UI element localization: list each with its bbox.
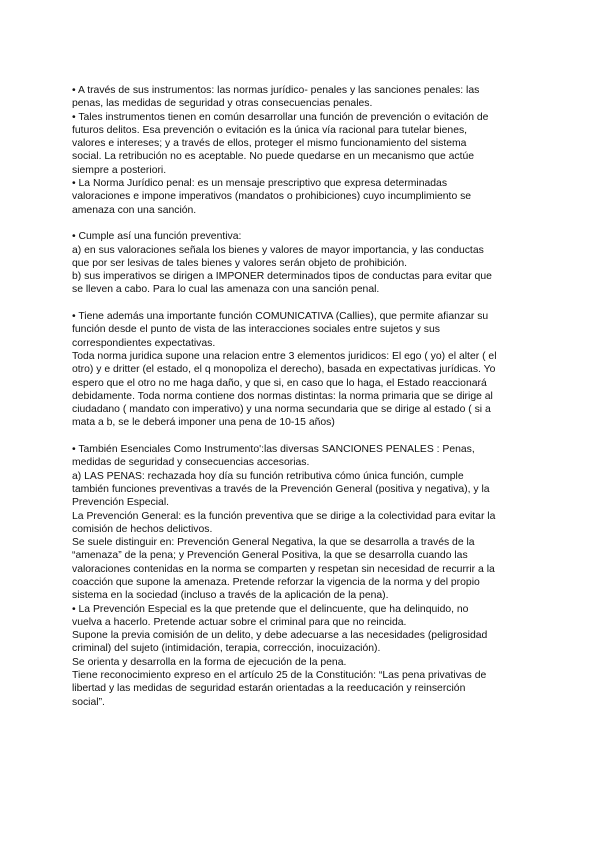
text-line: a) en sus valoraciones señala los bienes y valores de mayor importancia, y las conductas (72, 244, 484, 256)
paragraph (72, 443, 528, 709)
text-line: • La Norma Jurídico penal: es un mensaje prescriptivo que expresa determinadas (72, 178, 448, 190)
text-line: • A través de sus instrumentos: las normas jurídico- penales y las sanciones penales: las (72, 85, 480, 96)
text-line: que por ser lesivas de tales bienes y valores serán objeto de prohibición. (72, 257, 408, 269)
text-line: Prevención Especial. (72, 497, 170, 509)
text-line: criminal) del sujeto (intimidación, terapia, corrección, inocuización). (72, 643, 381, 655)
text-line: • La Prevención Especial es la que pretende que el delincuente, que ha delinquido, no (72, 603, 469, 615)
text-line: social. La retribución no es aceptable. No puede quedarse en un mecanismo que actúe (72, 151, 475, 163)
text-line: comisión de hechos delictivos. (72, 523, 213, 535)
paragraph-spacer (72, 217, 528, 230)
text-line: sistema en la sociedad (incluso a través de la aplicación de la pena). (72, 590, 389, 602)
text-line: “amenaza” de la pena; y Prevención General Positiva, la que se desarrolla cuando las (72, 550, 468, 562)
text-line: La Prevención General: es la función preventiva que se dirige a la colectividad para evitar la (72, 510, 496, 522)
text-line: medidas de seguridad y consecuencias accesorias. (72, 457, 310, 469)
text-line: correspondientes expectativas. (72, 337, 216, 349)
text-line: Se suele distinguir en: Prevención General Negativa, la que se desarrolla a través de la (72, 537, 475, 549)
text-line: valores e intereses; y a través de ellos, proteger el mismo funcionamiento del sistema (72, 138, 467, 150)
text-line: b) sus imperativos se dirigen a IMPONER determinados tipos de conductas para evitar que (72, 271, 492, 283)
text-line: amenaza con una sanción. (72, 204, 197, 216)
text-line: función desde el punto de vista de las interacciones sociales entre sujetos y sus (72, 324, 440, 336)
text-line: Toda norma juridica supone una relacion entre 3 elementos juridicos: El ego ( yo) el alter ( el (72, 350, 497, 362)
text-line: siempre a posteriori. (72, 164, 167, 176)
text-line: penas, las medidas de seguridad y otras consecuencias penales. (72, 98, 373, 110)
text-line: coacción que supone la amenaza. Pretende reforzar la vigencia de la norma y del propio (72, 576, 480, 588)
text-line: Supone la previa comisión de un delito, y debe adecuarse a las necesidades (peligrosidad (72, 630, 488, 642)
text-line: • Tiene además una importante función COMUNICATIVA (Callies), que permite afianzar su (72, 311, 489, 323)
text-line: se lleven a cabo. Para lo cual las amenaza con una sanción penal. (72, 284, 380, 296)
paragraph (72, 310, 528, 430)
document-page (72, 84, 528, 709)
text-line: libertad y las medidas de seguridad estarán orientadas a la reeducación y reinserción (72, 683, 466, 695)
text-line: debidamente. Toda norma contiene dos normas distintas: la norma primaria que se dirige al (72, 390, 493, 402)
text-line: espero que el otro no me haga daño, y que si, en caso que lo haga, el Estado reaccionará (72, 377, 487, 389)
text-line: • También Esenciales Como Instrumento':las diversas SANCIONES PENALES : Penas, (72, 444, 475, 456)
paragraph (72, 177, 528, 217)
text-line: Se orienta y desarrolla en la forma de ejecución de la pena. (72, 656, 347, 668)
paragraph-spacer (72, 430, 528, 443)
text-line: Tiene reconocimiento expreso en el artículo 25 de la Constitución: “Las pena privativas de (72, 670, 487, 682)
text-line: valoraciones e impone imperativos (mandatos o prohibiciones) cuyo incumplimiento se (72, 191, 472, 203)
text-line: • Cumple así una función preventiva: (72, 231, 242, 243)
text-line: vuelva a hacerlo. Pretende actuar sobre el criminal para que no reincida. (72, 616, 407, 628)
text-line: mata a b, se le deberá imponer una pena de 10-15 años) (72, 417, 335, 429)
text-line: también funciones preventivas a través de la Prevención General (positiva y negativa), y la (72, 483, 490, 495)
text-line: otro) y e dritter (el estado, el q monopoliza el derecho), basada en expectativas jurídicas. Yo (72, 364, 496, 376)
paragraph (72, 230, 528, 296)
text-line: valoraciones contenidas en la norma se comparten y respetan sin necesidad de recurrir a la (72, 563, 495, 575)
text-line: social”. (72, 696, 105, 708)
text-line: ciudadano ( mandato con imperativo) y una norma secundaria que se dirige al estado ( si a (72, 404, 491, 416)
text-line: • Tales instrumentos tienen en común desarrollar una función de prevención o evitación de (72, 111, 489, 123)
paragraph (72, 111, 528, 177)
text-line: futuros delitos. Esa prevención o evitación es la única vía racional para tutelar bienes, (72, 124, 468, 136)
text-line: a) LAS PENAS: rechazada hoy día su función retributiva cómo única función, cumple (72, 470, 464, 482)
paragraph-spacer (72, 297, 528, 310)
paragraph (72, 84, 528, 111)
